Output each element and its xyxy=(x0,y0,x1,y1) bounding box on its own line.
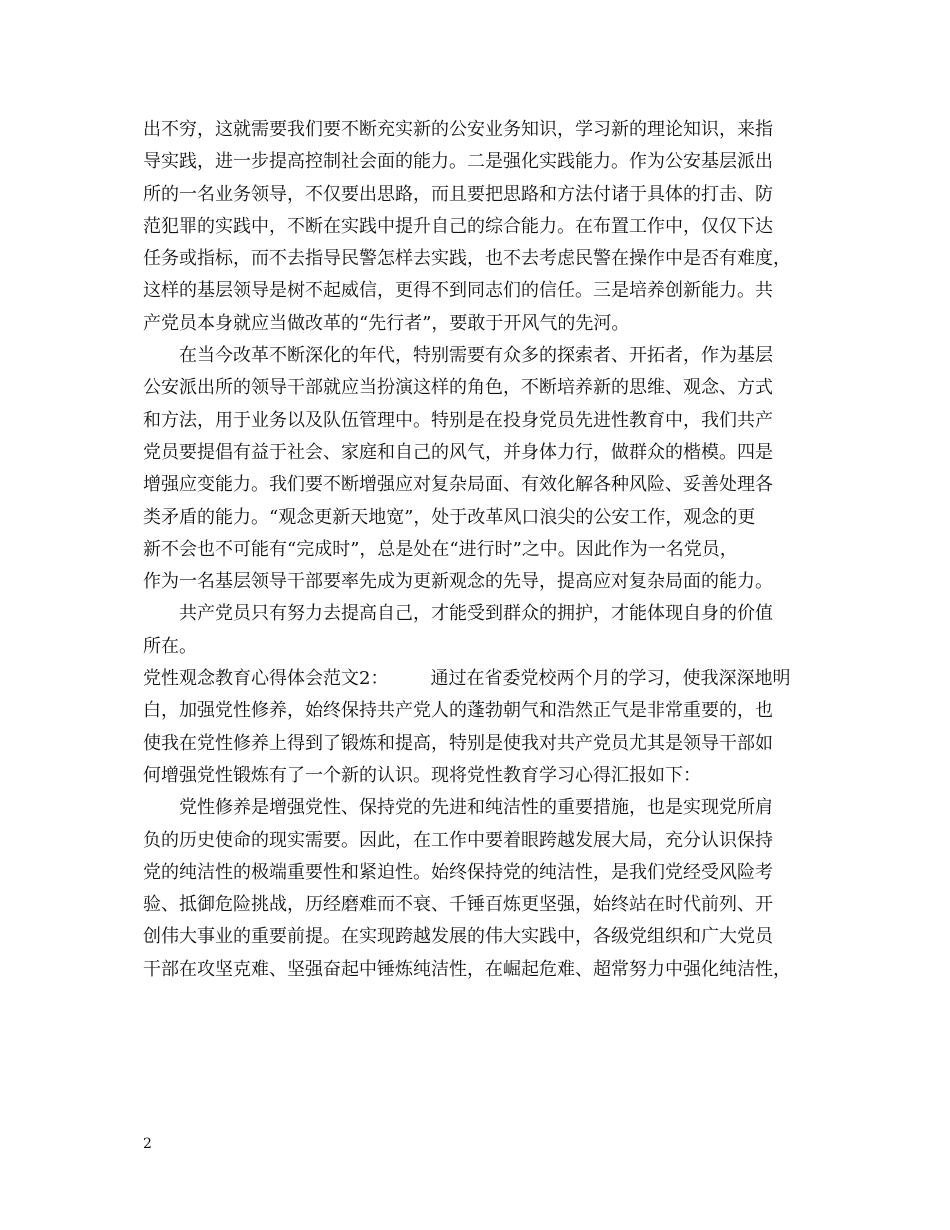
text-line: 创伟大事业的重要前提。在实现跨越发展的伟大实践中，各级党组织和广大党员 xyxy=(143,926,773,948)
text-line: 任务或指标，而不去指导民警怎样去实践，也不去考虑民警在操作中是否有难度， xyxy=(143,248,791,270)
text-line: 范犯罪的实践中，不断在实践中提升自己的综合能力。在布置工作中，仅仅下达 xyxy=(143,215,773,237)
text-line: 负的历史使命的现实需要。因此，在工作中要着眼跨越发展大局，充分认识保持 xyxy=(143,829,773,851)
text-line: 党员要提倡有益于社会、家庭和自己的风气，并身体力行，做群众的楷模。四是 xyxy=(143,441,773,463)
text-line: 增强应变能力。我们要不断增强应对复杂局面、有效化解各种风险、妥善处理各 xyxy=(143,474,773,496)
text-line: 白，加强党性修养，始终保持共产党人的蓬勃朝气和浩然正气是非常重要的，也 xyxy=(143,700,773,722)
text-line: 公安派出所的领导干部就应当扮演这样的角色，不断培养新的思维、观念、方式 xyxy=(143,377,773,399)
text-line: 干部在攻坚克难、坚强奋起中锤炼纯洁性，在崛起危难、超常努力中强化纯洁性， xyxy=(143,958,791,980)
section-heading: 党性观念教育心得体会范文2： xyxy=(143,668,389,690)
text-line: 作为一名基层领导干部要率先成为更新观念的先导，提高应对复杂局面的能力。 xyxy=(143,571,773,593)
section-heading-line xyxy=(143,663,823,695)
body-text xyxy=(143,114,823,986)
text-line: 类矛盾的能力。“观念更新天地宽”，处于改革风口浪尖的公安工作，观念的更 xyxy=(143,506,756,528)
text-line: 所的一名业务领导，不仅要出思路，而且要把思路和方法付诸于具体的打击、防 xyxy=(143,183,773,205)
text-line: 这样的基层领导是树不起威信，更得不到同志们的信任。三是培养创新能力。共 xyxy=(143,280,773,302)
text-line: 验、抵御危险挑战，历经磨难而不衰、千锤百炼更坚强，始终站在时代前列、开 xyxy=(143,894,773,916)
text-line: 产党员本身就应当做改革的“先行者”，要敢于开风气的先河。 xyxy=(143,312,630,334)
text-line: 党的纯洁性的极端重要性和紧迫性。始终保持党的纯洁性，是我们党经受风险考 xyxy=(143,861,773,883)
text-line: 和方法，用于业务以及队伍管理中。特别是在投身党员先进性教育中，我们共产 xyxy=(143,409,773,431)
paragraph-start-line: 党性修养是增强党性、保持党的先进和纯洁性的重要措施，也是实现党所肩 xyxy=(179,797,773,819)
text-line: 新不会也不可能有“完成时”，总是处在“进行时”之中。因此作为一名党员， xyxy=(143,538,738,560)
section-intro-text: 通过在省委党校两个月的学习，使我深深地明 xyxy=(430,668,791,690)
text-line: 导实践，进一步提高控制社会面的能力。二是强化实践能力。作为公安基层派出 xyxy=(143,151,773,173)
paragraph-start-line: 在当今改革不断深化的年代，特别需要有众多的探索者、开拓者，作为基层 xyxy=(179,345,773,367)
page-number: 2 xyxy=(143,1136,152,1152)
paragraph-start-line: 共产党员只有努力去提高自己，才能受到群众的拥护，才能体现自身的价值 xyxy=(179,603,773,625)
text-line: 何增强党性锻炼有了一个新的认识。现将党性教育学习心得汇报如下： xyxy=(143,764,701,786)
text-line: 出不穷，这就需要我们要不断充实新的公安业务知识，学习新的理论知识，来指 xyxy=(143,119,773,140)
text-line: 使我在党性修养上得到了锻炼和提高，特别是使我对共产党员尤其是领导干部如 xyxy=(143,732,773,754)
text-line: 所在。 xyxy=(143,635,197,657)
